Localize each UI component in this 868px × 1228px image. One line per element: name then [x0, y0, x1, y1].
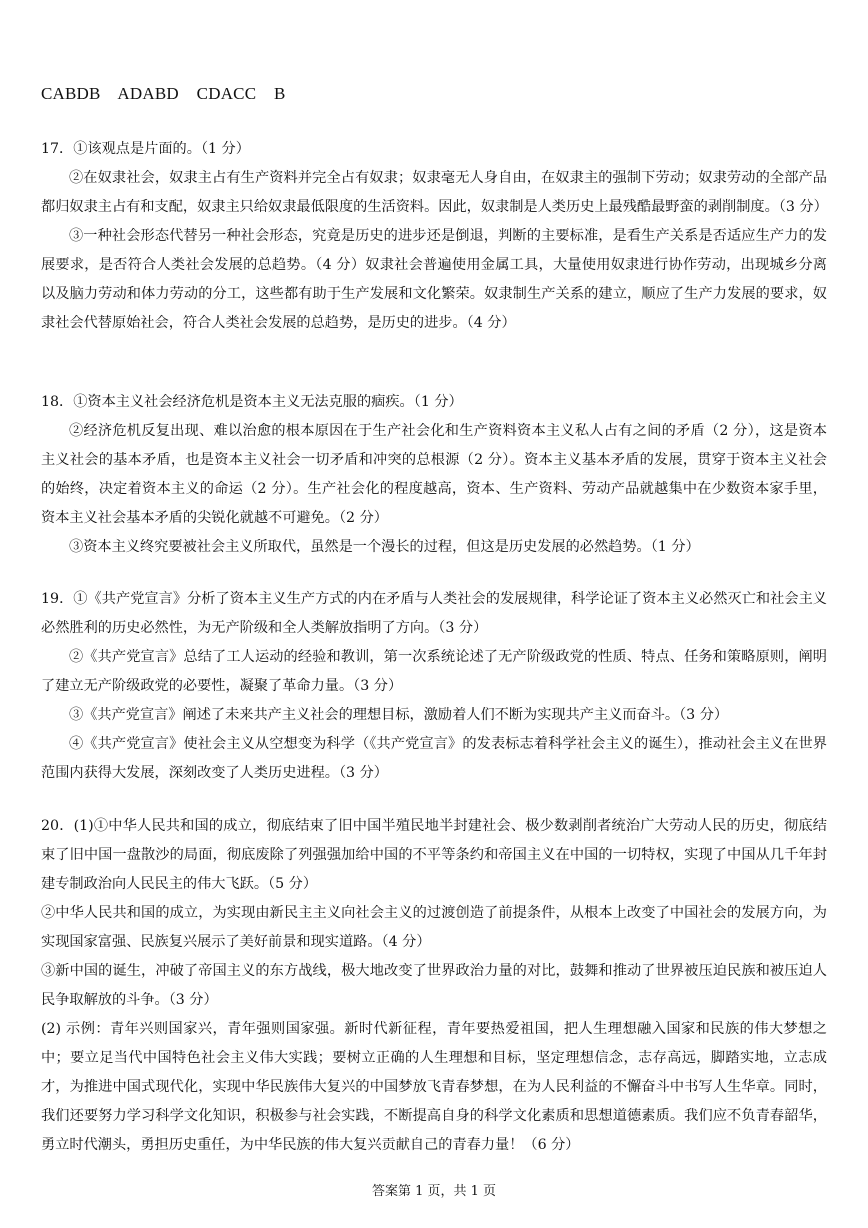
q17-point-2: ②在奴隶社会，奴隶主占有生产资料并完全占有奴隶；奴隶毫无人身自由，在奴隶主的强制下劳动；奴隶劳动的全部产品都归奴隶主占有和支配，奴隶主只给奴隶最低限度的生活资料。因此，奴隶制是人类历史上最残酷最野蛮的剥削制度。（3 分） [41, 170, 828, 215]
question-20 [41, 812, 827, 1160]
q19-point-4: ④《共产党宣言》使社会主义从空想变为科学（《共产党宣言》的发表标志着科学社会主义的诞生），推动社会主义在世界范围内获得大发展，深刻改变了人类历史进程。（3 分） [41, 736, 827, 781]
question-19 [41, 585, 827, 788]
q19-point-3: ③《共产党宣言》阐述了未来共产主义社会的理想目标，激励着人们不断为实现共产主义而奋斗。（3 分） [69, 707, 729, 723]
page-footer: 答案第 1 页，共 1 页 [371, 1184, 497, 1199]
q18-point-3: ③资本主义终究要被社会主义所取代，虽然是一个漫长的过程，但这是历史发展的必然趋势。（1 分） [69, 539, 700, 555]
q20-part1-point-1: 20．(1)①中华人民共和国的成立，彻底结束了旧中国半殖民地半封建社会、极少数剥削者统治广大劳动人民的历史，彻底结束了旧中国一盘散沙的局面，彻底废除了列强强加给中国的不平等条约和帝国主义在中国的一切特权，实现了中国从几千年封建专制政治向人民民主的伟大飞跃。（5 分） [41, 818, 827, 892]
question-17 [41, 135, 827, 338]
q18-point-2: ②经济危机反复出现、难以治愈的根本原因在于生产社会化和生产资料资本主义私人占有之间的矛盾（2 分），这是资本主义社会的基本矛盾，也是资本主义社会一切矛盾和冲突的总根源（2 分）。资本主义基本矛盾的发展，贯穿于资本主义社会的始终，决定着资本主义的命运（2 分）。生产社会化的程度越高，资本、生产资料、劳动产品就越集中在少数资本家手里，资本主义社会基本矛盾的尖锐化就越不可避免。（2 分） [41, 423, 827, 526]
q19-point-2: ②《共产党宣言》总结了工人运动的经验和教训，第一次系统论述了无产阶级政党的性质、特点、任务和策略原则，阐明了建立无产阶级政党的必要性，凝聚了革命力量。（3 分） [41, 649, 827, 694]
q17-point-1: 17．①该观点是片面的。（1 分） [41, 141, 250, 157]
q17-point-3: ③一种社会形态代替另一种社会形态，究竟是历史的进步还是倒退，判断的主要标准，是看生产关系是否适应生产力的发展要求，是否符合人类社会发展的总趋势。（4 分）奴隶社会普遍使用金属工具，大量使用奴隶进行协作劳动，出现城乡分离以及脑力劳动和体力劳动的分工，这些都有助于生产发展和文化繁荣。奴隶制生产关系的建立，顺应了生产力发展的要求，奴隶社会代替原始社会，符合人类社会发展的总趋势，是历史的进步。（4 分） [41, 228, 827, 331]
q20-part2-example: (2) 示例：青年兴则国家兴，青年强则国家强。新时代新征程，青年要热爱祖国，把人生理想融入国家和民族的伟大梦想之中；要立足当代中国特色社会主义伟大实践；要树立正确的人生理想和目标，坚定理想信念，志存高远，脚踏实地，立志成才，为推进中国式现代化，实现中华民族伟大复兴的中国梦放飞青春梦想，在为人民利益的不懈奋斗中书写人生华章。同时，我们还要努力学习科学文化知识，积极参与社会实践，不断提高自身的科学文化素质和思想道德素质。我们应不负青春韶华，勇立时代潮头，勇担历史重任，为中华民族的伟大复兴贡献自己的青春力量！（6 分） [41, 1021, 827, 1153]
q18-point-1: 18．①资本主义社会经济危机是资本主义无法克服的痼疾。（1 分） [41, 394, 463, 410]
question-18 [41, 388, 827, 562]
multiple-choice-answers: CABDB ADABD CDACC B [41, 84, 286, 103]
q20-part1-point-2: ②中华人民共和国的成立，为实现由新民主主义向社会主义的过渡创造了前提条件，从根本上改变了中国社会的发展方向，为实现国家富强、民族复兴展示了美好前景和现实道路。（4 分） [41, 905, 827, 950]
q19-point-1: 19．①《共产党宣言》分析了资本主义生产方式的内在矛盾与人类社会的发展规律，科学论证了资本主义必然灭亡和社会主义必然胜利的历史必然性，为无产阶级和全人类解放指明了方向。（3 分） [41, 591, 827, 636]
q20-part1-point-3: ③新中国的诞生，冲破了帝国主义的东方战线，极大地改变了世界政治力量的对比，鼓舞和推动了世界被压迫民族和被压迫人民争取解放的斗争。（3 分） [41, 963, 827, 1008]
